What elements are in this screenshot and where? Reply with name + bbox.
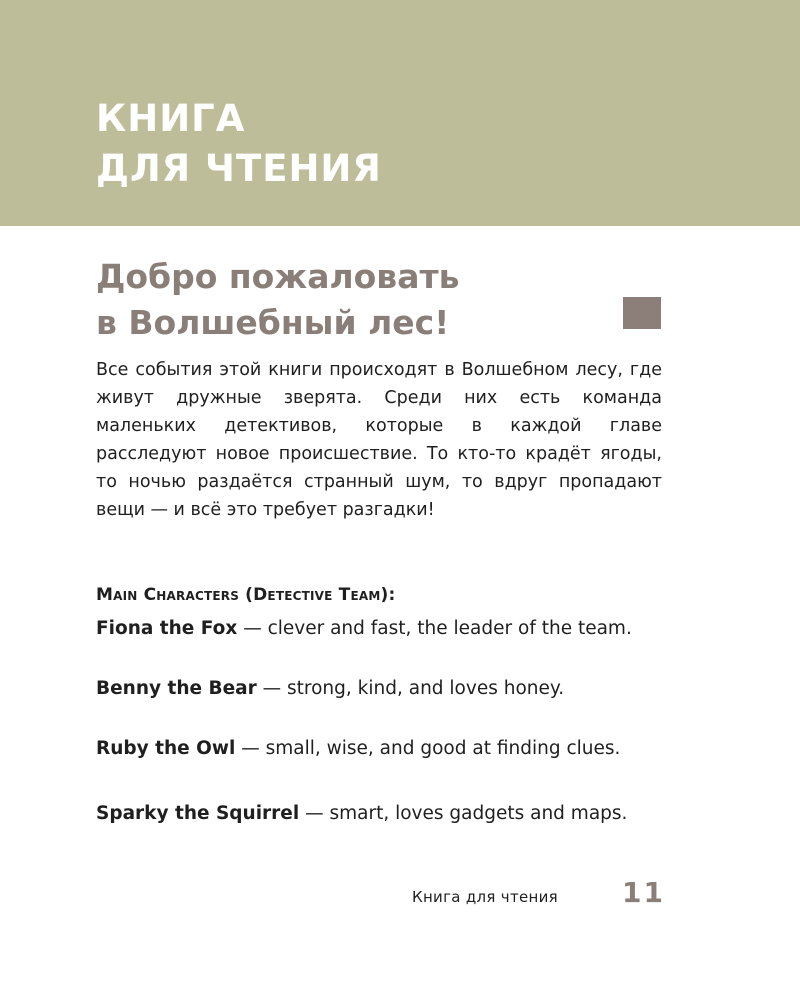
character-entry (96, 800, 666, 828)
character-description: — clever and fast, the leader of the team. (237, 618, 632, 639)
book-title-line1: КНИГА (96, 97, 246, 140)
character-name: Fiona the Fox (96, 618, 238, 639)
header-band (0, 0, 800, 226)
running-footer: Книга для чтения (412, 888, 559, 906)
section-heading-line1: Добро пожаловать (96, 257, 460, 296)
accent-square (623, 297, 661, 329)
character-name: Benny the Bear (96, 678, 257, 699)
intro-paragraph: Все события этой книги происходят в Волшебном лесу, где живут дружные зверята. Среди них есть команда маленьких детективов, которые в каждой главе расследуют новое происшествие. То кто-то крадёт ягоды, то ночью раздаётся странный шум, то вдруг пропадают вещи — и всё это требует разгадки! (96, 360, 662, 520)
book-title (96, 94, 382, 194)
character-description: — small, wise, and good at finding clues. (235, 738, 621, 759)
character-name: Ruby the Owl (96, 738, 236, 759)
section-heading (96, 254, 459, 346)
section-heading-line2: в Волшебный лес! (96, 303, 450, 342)
character-description: — smart, loves gadgets and maps. (299, 803, 628, 824)
characters-heading: Main Characters (Detective Team): (96, 585, 396, 605)
book-title-line2: ДЛЯ ЧТЕНИЯ (96, 147, 382, 190)
character-entry (96, 615, 666, 643)
character-entry (96, 675, 666, 703)
character-description: — strong, kind, and loves honey. (256, 678, 565, 699)
character-name: Sparky the Squirrel (96, 803, 300, 824)
character-entry (96, 735, 666, 763)
page-number: 11 (622, 876, 665, 909)
